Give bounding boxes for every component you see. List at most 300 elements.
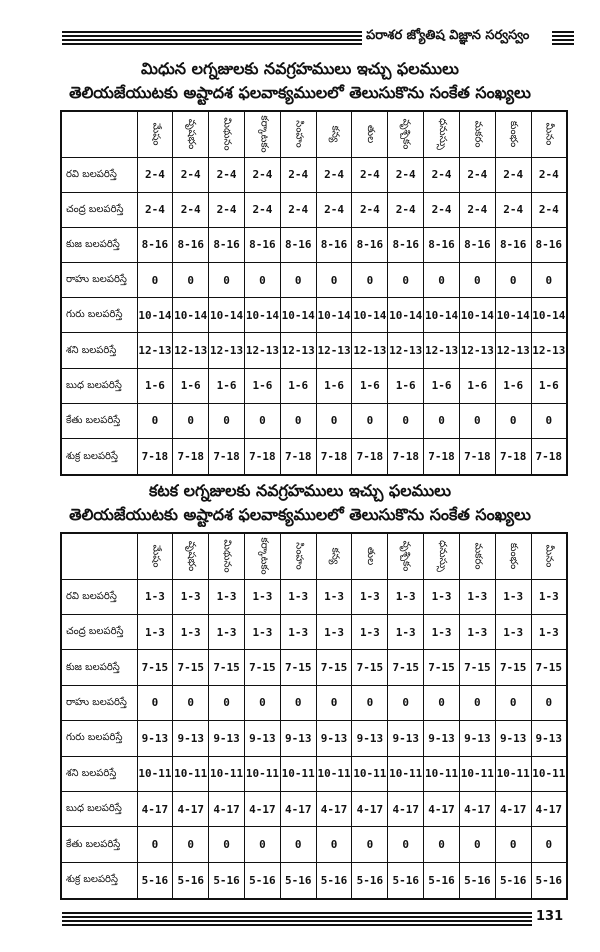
column-header	[531, 111, 567, 157]
table-cell: 0	[424, 827, 460, 862]
table-cell: 2-4	[173, 192, 209, 227]
table-cell: 0	[137, 263, 173, 298]
column-header	[173, 533, 209, 579]
table-row	[61, 862, 567, 899]
table-cell: 12-13	[495, 333, 531, 368]
column-header	[531, 533, 567, 579]
table-cell: 0	[209, 263, 245, 298]
table-cell: 7-15	[388, 650, 424, 685]
table-cell: 2-4	[459, 157, 495, 192]
table-cell: 9-13	[424, 721, 460, 756]
table-cell: 7-18	[352, 439, 388, 476]
table-cell: 10-14	[316, 298, 352, 333]
table-cell: 9-13	[137, 721, 173, 756]
table-cell: 0	[388, 263, 424, 298]
table-cell: 0	[209, 403, 245, 438]
table-cell: 4-17	[280, 792, 316, 827]
table-cell: 1-3	[352, 579, 388, 614]
row-label: కేతు బలపరిస్తే	[61, 403, 137, 438]
table-cell: 7-18	[173, 439, 209, 476]
table-cell: 9-13	[531, 721, 567, 756]
column-header-label: సింహం	[293, 542, 305, 570]
table-cell: 2-4	[531, 157, 567, 192]
table-cell: 9-13	[352, 721, 388, 756]
column-header-label: వృశ్చికం	[400, 118, 412, 150]
table-cell: 1-3	[137, 579, 173, 614]
column-header	[388, 111, 424, 157]
table-cell: 2-4	[316, 192, 352, 227]
table-cell: 2-4	[424, 192, 460, 227]
table-cell: 1-3	[531, 614, 567, 649]
table-cell: 8-16	[352, 227, 388, 262]
table-cell: 0	[495, 827, 531, 862]
table-cell: 8-16	[459, 227, 495, 262]
column-header	[316, 533, 352, 579]
section1-table	[60, 110, 568, 476]
table-cell: 0	[244, 263, 280, 298]
table-cell: 4-17	[531, 792, 567, 827]
table-cell: 10-11	[424, 756, 460, 791]
row-label: రాహు బలపరిస్తే	[61, 685, 137, 720]
table-cell: 1-6	[531, 368, 567, 403]
table-row	[61, 685, 567, 720]
table-cell: 2-4	[280, 192, 316, 227]
table-cell: 1-3	[316, 614, 352, 649]
table-cell: 12-13	[424, 333, 460, 368]
table-cell: 1-3	[459, 614, 495, 649]
table-cell: 5-16	[352, 862, 388, 899]
table-cell: 2-4	[209, 192, 245, 227]
table-cell: 1-6	[209, 368, 245, 403]
table-cell: 4-17	[209, 792, 245, 827]
column-header-label: వృషభం	[185, 541, 197, 572]
table-cell: 4-17	[316, 792, 352, 827]
table-cell: 4-17	[495, 792, 531, 827]
table-cell: 1-3	[388, 579, 424, 614]
row-label: గురు బలపరిస్తే	[61, 298, 137, 333]
table-cell: 0	[459, 827, 495, 862]
table-cell: 7-15	[531, 650, 567, 685]
table-cell: 2-4	[137, 157, 173, 192]
table-cell: 0	[209, 685, 245, 720]
page-header	[0, 26, 600, 50]
column-header	[244, 111, 280, 157]
table-cell: 7-18	[209, 439, 245, 476]
table-row	[61, 403, 567, 438]
table-cell: 12-13	[280, 333, 316, 368]
table-cell: 1-3	[495, 579, 531, 614]
table-cell: 8-16	[173, 227, 209, 262]
column-header-label: కన్య	[329, 547, 341, 565]
row-label: రాహు బలపరిస్తే	[61, 263, 137, 298]
table-cell: 0	[137, 685, 173, 720]
table-row	[61, 439, 567, 476]
table-cell: 12-13	[173, 333, 209, 368]
table-cell: 0	[352, 263, 388, 298]
column-header-label: వృషభం	[185, 119, 197, 150]
table-cell: 10-14	[280, 298, 316, 333]
column-header	[137, 533, 173, 579]
table-row	[61, 333, 567, 368]
column-header	[352, 533, 388, 579]
column-header	[209, 111, 245, 157]
table-cell: 0	[352, 827, 388, 862]
column-header	[209, 533, 245, 579]
table-cell: 9-13	[459, 721, 495, 756]
column-header-label: మీనం	[543, 122, 555, 146]
table-cell: 7-15	[209, 650, 245, 685]
table-cell: 5-16	[459, 862, 495, 899]
row-label: రవి బలపరిస్తే	[61, 579, 137, 614]
table-cell: 0	[173, 263, 209, 298]
row-label: కేతు బలపరిస్తే	[61, 827, 137, 862]
row-label: చంద్ర బలపరిస్తే	[61, 614, 137, 649]
table-cell: 0	[495, 403, 531, 438]
table-cell: 0	[173, 685, 209, 720]
table-cell: 0	[316, 263, 352, 298]
column-header-label: మిథునం	[221, 117, 233, 151]
table-row	[61, 756, 567, 791]
table-cell: 7-18	[495, 439, 531, 476]
table-cell: 2-4	[495, 157, 531, 192]
table-cell: 12-13	[531, 333, 567, 368]
column-header	[280, 533, 316, 579]
corner-cell	[61, 111, 137, 157]
table-cell: 1-3	[495, 614, 531, 649]
table-row	[61, 227, 567, 262]
table-cell: 0	[388, 827, 424, 862]
header-rule-left	[62, 31, 362, 47]
table-cell: 4-17	[459, 792, 495, 827]
table-cell: 10-11	[316, 756, 352, 791]
table-row	[61, 827, 567, 862]
table-cell: 5-16	[244, 862, 280, 899]
table-cell: 1-6	[316, 368, 352, 403]
column-header	[173, 111, 209, 157]
table-cell: 0	[316, 827, 352, 862]
table-cell: 0	[388, 685, 424, 720]
table-cell: 12-13	[244, 333, 280, 368]
row-label: శుక్ర బలపరిస్తే	[61, 862, 137, 899]
column-header-label: కన్య	[329, 125, 341, 143]
column-header	[459, 533, 495, 579]
table-cell: 4-17	[424, 792, 460, 827]
table-row	[61, 157, 567, 192]
table-cell: 7-18	[459, 439, 495, 476]
column-header-label: మకరం	[472, 542, 484, 570]
table-cell: 1-3	[280, 579, 316, 614]
table-cell: 0	[137, 403, 173, 438]
table-cell: 7-18	[531, 439, 567, 476]
row-label: గురు బలపరిస్తే	[61, 721, 137, 756]
table-cell: 10-11	[495, 756, 531, 791]
table-cell: 7-18	[388, 439, 424, 476]
table-cell: 10-11	[173, 756, 209, 791]
table-cell: 10-14	[424, 298, 460, 333]
row-label: శుక్ర బలపరిస్తే	[61, 439, 137, 476]
column-header-label: కుంభం	[508, 543, 520, 570]
table-cell: 0	[316, 403, 352, 438]
table-cell: 9-13	[209, 721, 245, 756]
row-label: శని బలపరిస్తే	[61, 333, 137, 368]
table-cell: 1-6	[424, 368, 460, 403]
section2-heading-line1: కటక లగ్నజులకు నవగ్రహములు ఇచ్చు ఫలములు	[149, 481, 451, 500]
table-cell: 2-4	[244, 192, 280, 227]
page-footer	[0, 906, 600, 930]
column-header	[495, 533, 531, 579]
table-cell: 10-14	[459, 298, 495, 333]
column-header	[280, 111, 316, 157]
column-header	[388, 533, 424, 579]
table-cell: 9-13	[316, 721, 352, 756]
table-row	[61, 368, 567, 403]
table-cell: 1-3	[173, 614, 209, 649]
table-cell: 7-18	[424, 439, 460, 476]
table-cell: 2-4	[352, 157, 388, 192]
table-cell: 1-6	[459, 368, 495, 403]
table-cell: 8-16	[137, 227, 173, 262]
column-header	[495, 111, 531, 157]
table-cell: 10-11	[280, 756, 316, 791]
table-cell: 4-17	[244, 792, 280, 827]
footer-rule	[62, 912, 532, 928]
table-cell: 7-15	[424, 650, 460, 685]
table-cell: 2-4	[424, 157, 460, 192]
table-cell: 0	[388, 403, 424, 438]
column-header	[316, 111, 352, 157]
table-cell: 7-18	[280, 439, 316, 476]
table-cell: 2-4	[388, 192, 424, 227]
table-cell: 2-4	[209, 157, 245, 192]
table-cell: 0	[531, 263, 567, 298]
table-cell: 10-11	[209, 756, 245, 791]
table-cell: 9-13	[244, 721, 280, 756]
column-header-label: తుల	[364, 547, 376, 566]
section1-heading-line1: మిధున లగ్నజులకు నవగ్రహములు ఇచ్చు ఫలములు	[141, 59, 459, 78]
table-cell: 5-16	[495, 862, 531, 899]
table-cell: 4-17	[137, 792, 173, 827]
table-cell: 2-4	[352, 192, 388, 227]
column-header-label: మకరం	[472, 120, 484, 148]
table-cell: 7-15	[244, 650, 280, 685]
table-cell: 2-4	[316, 157, 352, 192]
table-cell: 1-6	[244, 368, 280, 403]
header-row	[61, 111, 567, 157]
table-cell: 10-11	[137, 756, 173, 791]
table-cell: 0	[244, 685, 280, 720]
table-cell: 8-16	[244, 227, 280, 262]
table-cell: 2-4	[244, 157, 280, 192]
table-cell: 1-6	[280, 368, 316, 403]
column-header-label: తుల	[364, 125, 376, 144]
table-cell: 2-4	[459, 192, 495, 227]
table-cell: 10-11	[459, 756, 495, 791]
column-header	[459, 111, 495, 157]
table-cell: 8-16	[316, 227, 352, 262]
table-cell: 1-3	[424, 614, 460, 649]
column-header	[244, 533, 280, 579]
table-cell: 12-13	[459, 333, 495, 368]
table-cell: 9-13	[173, 721, 209, 756]
column-header-label: మిథునం	[221, 539, 233, 573]
header-row	[61, 533, 567, 579]
table-cell: 1-3	[316, 579, 352, 614]
page-number: 131	[536, 909, 564, 924]
table-cell: 2-4	[137, 192, 173, 227]
table-cell: 1-3	[280, 614, 316, 649]
table-cell: 7-15	[173, 650, 209, 685]
section2-table	[60, 532, 568, 900]
table-cell: 0	[352, 685, 388, 720]
table-cell: 0	[209, 827, 245, 862]
table-cell: 5-16	[424, 862, 460, 899]
table-cell: 12-13	[137, 333, 173, 368]
table-cell: 2-4	[173, 157, 209, 192]
table-cell: 10-14	[137, 298, 173, 333]
header-rule-right	[552, 31, 574, 47]
table-cell: 5-16	[316, 862, 352, 899]
table-cell: 10-14	[244, 298, 280, 333]
column-header-label: కుంభం	[508, 121, 520, 148]
column-header-label: ధనుస్సు	[436, 540, 448, 573]
table-cell: 0	[137, 827, 173, 862]
table-cell: 7-15	[280, 650, 316, 685]
table-cell: 9-13	[280, 721, 316, 756]
table-cell: 9-13	[388, 721, 424, 756]
table-cell: 8-16	[280, 227, 316, 262]
table-cell: 1-3	[244, 614, 280, 649]
table-row	[61, 650, 567, 685]
table-row	[61, 579, 567, 614]
table-cell: 12-13	[388, 333, 424, 368]
table-cell: 0	[280, 827, 316, 862]
table-cell: 0	[424, 263, 460, 298]
table-cell: 10-14	[495, 298, 531, 333]
column-header-label: మేషం	[149, 122, 161, 146]
table-cell: 0	[280, 403, 316, 438]
table-cell: 12-13	[316, 333, 352, 368]
table-cell: 0	[531, 685, 567, 720]
table-cell: 0	[244, 403, 280, 438]
table-cell: 2-4	[388, 157, 424, 192]
table-cell: 10-11	[244, 756, 280, 791]
table-cell: 12-13	[209, 333, 245, 368]
table-cell: 1-3	[352, 614, 388, 649]
table-cell: 10-14	[531, 298, 567, 333]
table-cell: 1-3	[531, 579, 567, 614]
column-header-label: సింహం	[293, 120, 305, 148]
table-cell: 0	[424, 685, 460, 720]
table-cell: 10-11	[531, 756, 567, 791]
table-cell: 10-11	[388, 756, 424, 791]
column-header-label: ధనుస్సు	[436, 118, 448, 151]
table-cell: 4-17	[352, 792, 388, 827]
table-cell: 10-11	[352, 756, 388, 791]
corner-cell	[61, 533, 137, 579]
table-cell: 10-14	[209, 298, 245, 333]
column-header	[424, 111, 460, 157]
table-cell: 1-3	[209, 579, 245, 614]
table-cell: 7-15	[316, 650, 352, 685]
table-cell: 0	[424, 403, 460, 438]
column-header-label: వృశ్చికం	[400, 540, 412, 572]
table-cell: 7-15	[459, 650, 495, 685]
table-row	[61, 192, 567, 227]
row-label: బుధ బలపరిస్తే	[61, 792, 137, 827]
table-cell: 0	[316, 685, 352, 720]
table-cell: 7-15	[352, 650, 388, 685]
table-row	[61, 298, 567, 333]
table-cell: 1-3	[209, 614, 245, 649]
row-label: చంద్ర బలపరిస్తే	[61, 192, 137, 227]
table-cell: 1-3	[459, 579, 495, 614]
table-cell: 7-18	[244, 439, 280, 476]
table-cell: 1-6	[173, 368, 209, 403]
table-cell: 0	[495, 263, 531, 298]
table-cell: 7-18	[316, 439, 352, 476]
table-cell: 2-4	[495, 192, 531, 227]
column-header-label: మేషం	[149, 544, 161, 568]
table-cell: 5-16	[209, 862, 245, 899]
table-cell: 0	[173, 827, 209, 862]
table-cell: 5-16	[173, 862, 209, 899]
table-cell: 2-4	[531, 192, 567, 227]
table-cell: 0	[459, 403, 495, 438]
table-cell: 1-3	[173, 579, 209, 614]
table-cell: 5-16	[388, 862, 424, 899]
table-cell: 5-16	[531, 862, 567, 899]
column-header	[424, 533, 460, 579]
section2-heading-line2: తెలియజేయుటకు అష్టాదశ ఫలవాక్యములలో తెలుసుకొను సంకేత సంఖ్యలు	[69, 505, 531, 524]
table-cell: 1-6	[495, 368, 531, 403]
column-header-label: మీనం	[543, 544, 555, 568]
table-cell: 10-14	[173, 298, 209, 333]
table-cell: 9-13	[495, 721, 531, 756]
table-cell: 5-16	[280, 862, 316, 899]
table-cell: 0	[531, 403, 567, 438]
table-row	[61, 721, 567, 756]
table-cell: 1-3	[424, 579, 460, 614]
row-label: రవి బలపరిస్తే	[61, 157, 137, 192]
table-cell: 8-16	[388, 227, 424, 262]
row-label: శని బలపరిస్తే	[61, 756, 137, 791]
table-cell: 8-16	[209, 227, 245, 262]
table-row	[61, 263, 567, 298]
table-cell: 7-18	[137, 439, 173, 476]
column-header-label: కర్కాటకం	[258, 537, 270, 575]
column-header	[137, 111, 173, 157]
table-cell: 0	[173, 403, 209, 438]
column-header	[352, 111, 388, 157]
table-cell: 4-17	[388, 792, 424, 827]
table-cell: 1-3	[388, 614, 424, 649]
section1-heading-line2: తెలియజేయుటకు అష్టాదశ ఫలవాక్యములలో తెలుసుకొను సంకేత సంఖ్యలు	[69, 83, 531, 102]
table-cell: 0	[352, 403, 388, 438]
row-label: కుజ బలపరిస్తే	[61, 227, 137, 262]
table-row	[61, 792, 567, 827]
table-cell: 0	[531, 827, 567, 862]
table-cell: 1-6	[352, 368, 388, 403]
row-label: కుజ బలపరిస్తే	[61, 650, 137, 685]
table-cell: 7-15	[137, 650, 173, 685]
table-cell: 0	[280, 263, 316, 298]
table-cell: 1-3	[244, 579, 280, 614]
table-cell: 0	[459, 263, 495, 298]
table-cell: 10-14	[352, 298, 388, 333]
table-cell: 0	[459, 685, 495, 720]
row-label: బుధ బలపరిస్తే	[61, 368, 137, 403]
table-cell: 8-16	[495, 227, 531, 262]
